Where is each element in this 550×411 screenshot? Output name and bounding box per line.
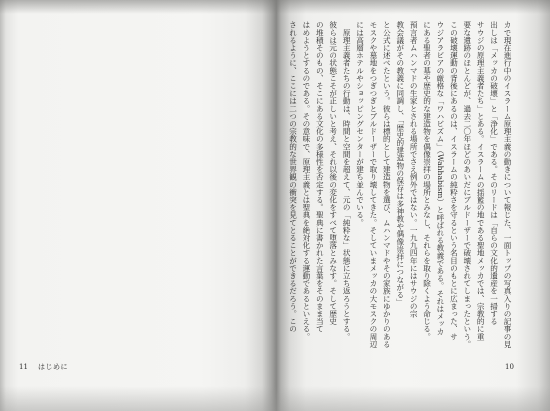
text-column: 彼らは元の状態こそが正しいと考え、それ以後の変化をすべて堕落とみなす。そして歴史 xyxy=(328,21,338,325)
text-column: 要な遺跡のほとんどが、過去二〇年ほどのあいだにブルドーザーで破壊されてしまったという。 xyxy=(462,21,472,348)
text-column: の堆積そのもの、そこにある文化の多様性を否定する。聖典に書かれた言葉をそのまま当て xyxy=(315,21,325,333)
running-head: はじめに xyxy=(38,363,68,371)
right-page-text xyxy=(286,21,514,351)
text-column: モスクや墓地をつぎつぎとブルドーザーで取り壊してきた。そしていまメッカの大モスクの周辺 xyxy=(368,21,378,348)
text-column: サウジの原理主義者たち」とある。イスラームの揺籃の地である聖地メッカでは、宗教的に重 xyxy=(476,21,486,341)
page-number: 11 xyxy=(19,363,28,371)
text-column: にある聖者の墓や歴史的な建造物を偶像崇拝の場所とみなし、それらを取り除くよう命じる。 xyxy=(422,21,432,341)
text-column: カで現在進行中のイスラーム原理主義の動きについて報じた、一面トップの写真入りの記事の見 xyxy=(503,21,512,348)
text-column: には高層ホテルやショッピングセンターが建ち並んでいる。 xyxy=(355,21,365,227)
text-column: この破壊運動の背後にあるのは、イスラームの純粋さを守るという名目のもとに広まった、サ xyxy=(449,21,459,341)
text-column: 教会議がその教義に同調し、「歴史的建造物の保存は多神教や偶像崇拝につながる」 xyxy=(395,21,405,306)
text-column: ウジアラビアの厳格な「ワハビズム」（Wahhabism）と呼ばれる教義である。それはメッカ xyxy=(435,21,445,336)
text-column: されるように、ここには二つの宗教的な世界観の衝突を見てとることができるだろう。この xyxy=(288,21,298,333)
text-column: 預言者ムハンマドの生家とされる場所でさえ例外ではない。一九九四年にはサウジの宗 xyxy=(409,21,419,318)
text-column: はめようとするのである。その意味で、原理主義とは聖典を絶対化する運動であるといえる。 xyxy=(301,21,311,341)
page-number: 10 xyxy=(505,363,514,371)
right-page xyxy=(276,0,550,411)
text-column: 原理主義者たちの行動は、時間と空間を超えて、元の「純粋な」状態に立ち返ろうとする。 xyxy=(342,21,352,341)
text-column: 出しは「メッカの破壊」と「浄化」である。そのリードは「自らの文化的遺産を一掃する xyxy=(489,21,499,325)
text-column: と公式に述べたという。彼らは標的として建造物を選び、ムハンマドやその家族にゆかりのある xyxy=(382,21,392,348)
